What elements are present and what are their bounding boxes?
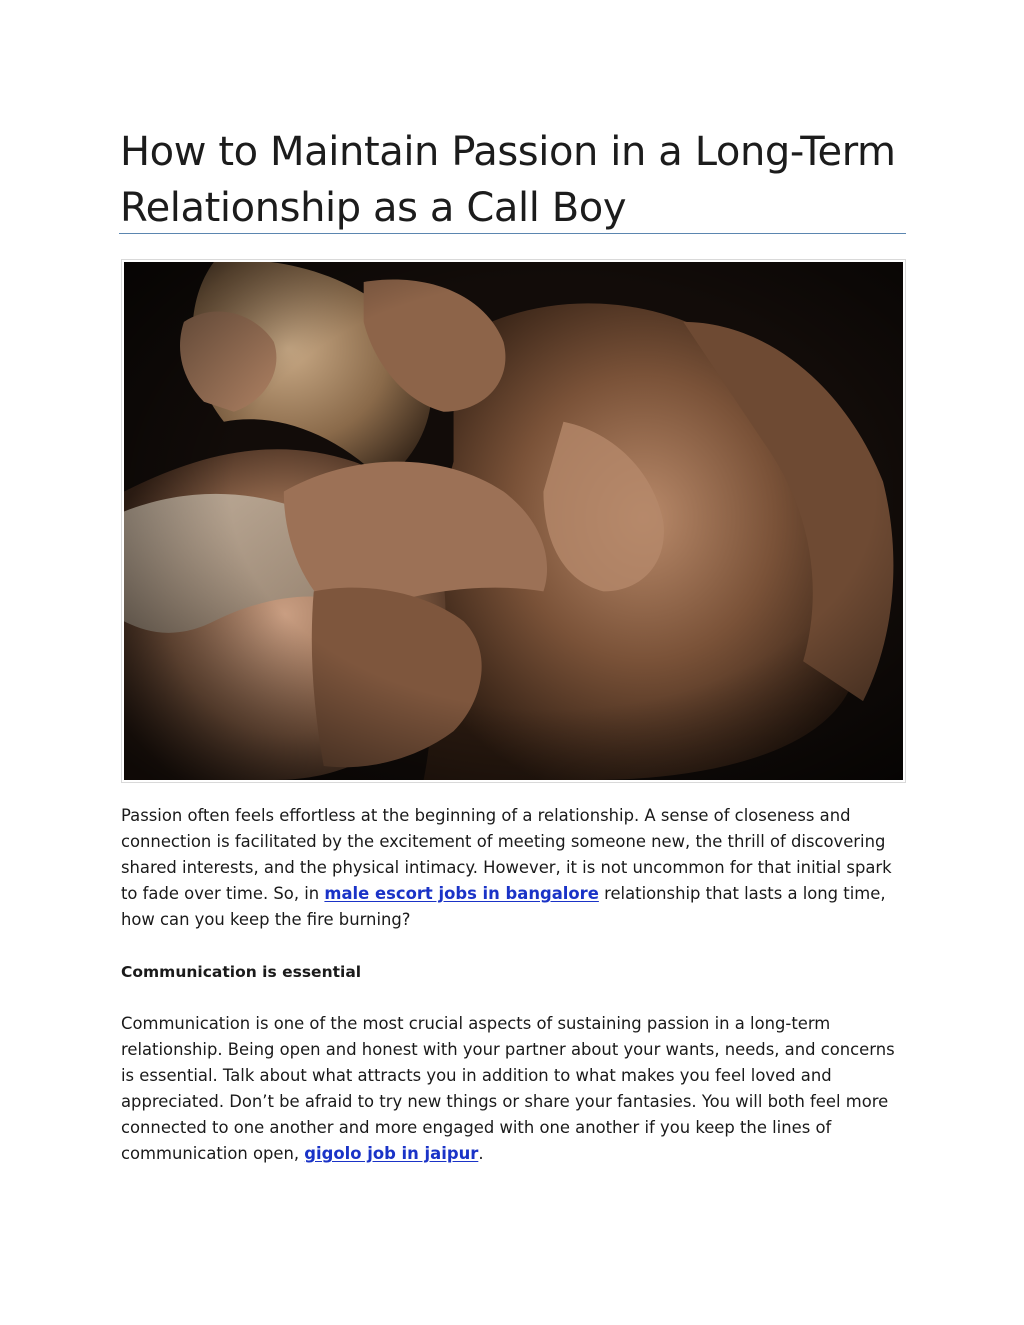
intro-text-after-link: relationship that lasts a long time, how can you keep the fire burning? — [121, 884, 886, 929]
intro-paragraph — [121, 803, 911, 933]
communication-text-before-link: Communication is one of the most crucial aspects of sustaining passion in a long-term relationship. Being open and honest with your partner about your wants, needs, and concerns is essential. Talk about what attracts you in addition to what makes you feel loved and appreciated. Don’t be afraid to try new things or share your fantasies. You will both feel more connected to one another and more engaged with one another if you keep the lines of communication open, — [121, 1014, 895, 1163]
hero-image-frame — [121, 259, 906, 783]
communication-text-after-link: . — [478, 1144, 484, 1163]
gigolo-job-link[interactable]: gigolo job in jaipur — [304, 1144, 479, 1163]
male-escort-jobs-link[interactable]: male escort jobs in bangalore — [324, 884, 599, 903]
intro-text-before-link: Passion often feels effortless at the beginning of a relationship. A sense of closeness and connection is facilitated by the excitement of meeting someone new, the thrill of discovering shared interests, and the physical intimacy. However, it is not uncommon for that initial spark to fade over time. So, in — [121, 806, 892, 903]
title-divider — [119, 233, 906, 234]
document-title: How to Maintain Passion in a Long-Term Relationship as a Call Boy — [120, 129, 896, 231]
communication-paragraph — [121, 1011, 911, 1167]
hero-photo — [124, 262, 903, 780]
section-heading: Communication is essential — [121, 963, 362, 981]
